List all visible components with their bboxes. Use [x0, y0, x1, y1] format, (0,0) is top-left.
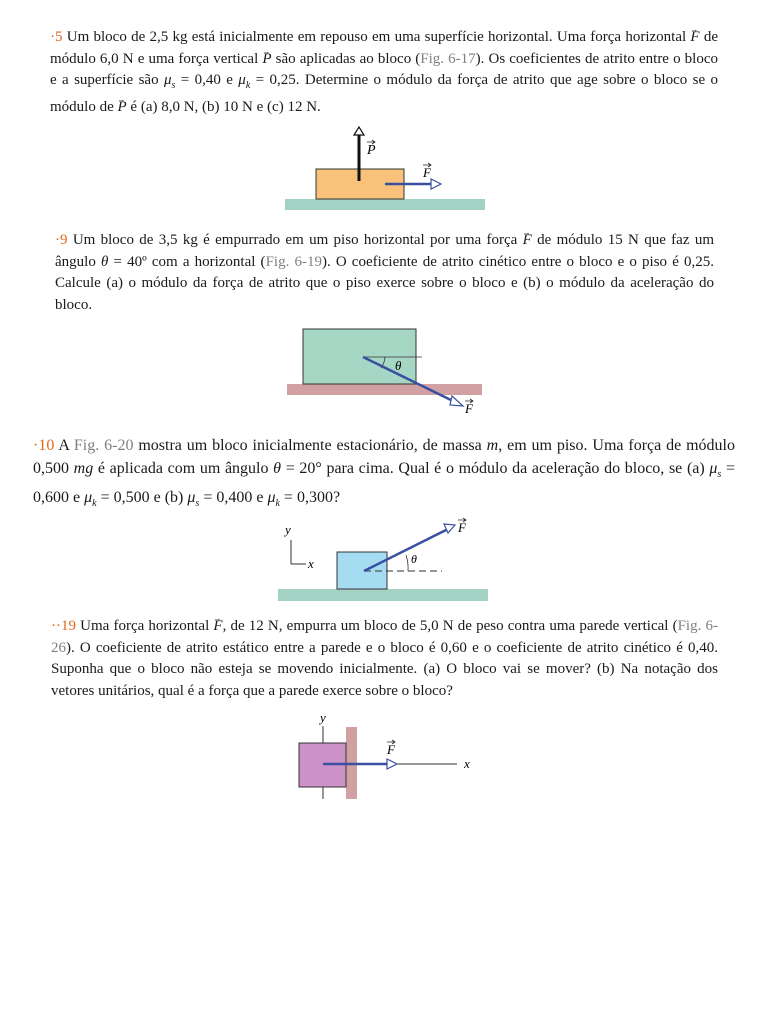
vector-F: → F [690, 29, 699, 45]
problem-number: ·10 [33, 437, 55, 454]
x-axis-label: x [464, 756, 470, 771]
vector-F-arrowhead [450, 396, 463, 406]
vector-F-arrowhead [387, 759, 397, 769]
vector-P: → P [118, 99, 127, 115]
angle-label: θ [411, 552, 417, 566]
ground [285, 199, 485, 210]
floor [278, 589, 488, 601]
vector-P-label: P [367, 143, 376, 158]
vector-F-arrowhead [444, 524, 455, 533]
vector-F: → F [213, 618, 222, 634]
vector-F-label: F [465, 401, 473, 416]
problem-number: ·9 [55, 232, 68, 248]
vector-F: → F [523, 232, 532, 248]
figure-reference[interactable]: Fig. 6-26 [51, 618, 718, 656]
figure-reference[interactable]: Fig. 6-20 [73, 437, 134, 454]
figure-reference[interactable]: Fig. 6-17 [420, 50, 476, 67]
vector-F-label: F [423, 165, 431, 180]
vector-P: → P [262, 51, 271, 67]
y-axis-label: y [285, 522, 291, 537]
problem-9: ·9 Um bloco de 3,5 kg é empurrado em um piso horizontal por uma força → F de módulo 15 N que faz um ângulo θ = 40º com a horizontal (Fig. 6-19). O coeficiente de atrito cinético entre o bloco e o piso é 0,25. Calcule (a) o módulo da força de atrito que o piso exerce sobre o bloco e (b) o módulo da aceleração do bloco. [55, 230, 714, 316]
angle-arc [406, 555, 408, 571]
vector-F-arrowhead [431, 179, 441, 189]
y-axis-label: y [320, 710, 326, 725]
problem-number: ··19 [51, 618, 76, 634]
figure-reference[interactable]: Fig. 6-19 [265, 253, 322, 270]
problem-5: ·5 Um bloco de 2,5 kg está inicialmente em repouso em uma superfície horizontal. Uma força horizontal → F de módulo 6,0 N e uma força vertical → P são aplicadas ao bloco (Fig. 6-17). Os coeficientes de atrito entre o bloco e a superfície são $\mu_s = 0,40$ e $\mu_k = 0,25$. Determine o módulo da força de atrito que age sobre o bloco se o módulo de → P é (a) 8,0 N, (b) 10 N e (c) 12 N. [50, 27, 718, 118]
x-axis-label: x [308, 556, 314, 571]
figure-6-26 [297, 710, 482, 802]
vector-F-arrow [364, 529, 448, 571]
vector-P-arrowhead [354, 127, 364, 135]
floor [287, 384, 482, 395]
vector-F-label: F [458, 520, 466, 535]
figure-6-19 [287, 326, 487, 418]
vector-F-label: F [387, 742, 395, 757]
angle-label: θ [395, 358, 402, 373]
figure-6-17 [285, 126, 485, 212]
figure-6-20 [278, 514, 493, 604]
problem-10: ·10 A Fig. 6-20 mostra um bloco inicialmente estacionário, de massa m, em um piso. Uma força de módulo 0,500 mg é aplicada com um ângulo θ = 20° para cima. Qual é o módulo da aceleração do bloco, se (a) $\mu_s = 0,600$ e $\mu_k = 0,500$ e (b) $\mu_s = 0,400$ e $\mu_k = 0,300$? [33, 437, 736, 510]
problem-19: ··19 Uma força horizontal → F, de 12 N, empurra um bloco de 5,0 N de peso contra uma parede vertical (Fig. 6-26). O coeficiente de atrito estático entre a parede e o bloco é 0,60 e o coeficiente de atrito cinético é 0,40. Suponha que o bloco não esteja se movendo inicialmente. (a) O bloco vai se mover? (b) Na notação dos vetores unitários, qual é a força que a parede exerce sobre o bloco? [51, 616, 718, 702]
problem-number: ·5 [50, 29, 63, 45]
